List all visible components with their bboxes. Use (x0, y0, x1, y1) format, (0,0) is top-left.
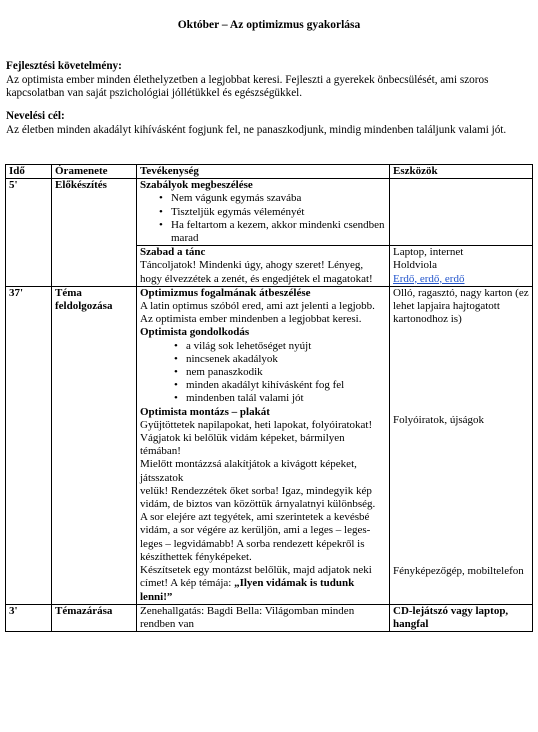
header-eszkozok: Eszközök (390, 165, 533, 179)
row2-eszkoz (390, 286, 533, 604)
optimizmus-text: A latin optimus szóból ered, ami azt jelenti a legjobb. Az optimista ember mindenben a legjobbat keresi. (140, 300, 375, 326)
row1-eszkoz-empty (390, 179, 533, 246)
nevelesi-label: Nevelési cél: (6, 110, 65, 122)
eszkoz-holdviola: Holdviola (393, 259, 437, 272)
montazs-text-6 (140, 564, 387, 604)
row1-ido: 5' (6, 179, 52, 287)
nevelesi-text: Az életben minden akadályt kihívásként fogjunk fel, ne panaszkodjunk, mindig mindenben találjunk valami jót. (6, 123, 507, 136)
montazs-text-4: velük! Rendezzétek őket sorba! Igaz, mindegyik kép vidám, de biztos van közöttük árnyalatnyi különbség. (140, 484, 376, 511)
rules-title: Szabályok megbeszélése (140, 179, 253, 192)
list-item: • Ha feltartom a kezem, akkor mindenki csendben marad (159, 219, 387, 245)
montazs-text-1: Gyűjtöttetek napilapokat, heti lapokat, folyóiratokat! (140, 418, 373, 431)
optimizmus-title: Optimizmus fogalmának átbeszélése (140, 286, 311, 299)
eszkoz-fenykepezo: Fényképezőgép, mobiltelefon (393, 564, 524, 577)
table-row (6, 604, 533, 631)
list-item: • minden akadályt kihívásként fog fel (174, 379, 387, 392)
spacer (393, 428, 530, 565)
montazs-text-3: Mielőtt montázzsá alakítjátok a kivágott képeket, játsszatok (140, 458, 357, 484)
row2-ido: 37' (6, 286, 52, 604)
montazs-quote: „Ilyen vidámak is tudunk lenni!” (140, 577, 355, 603)
gondolkodas-title: Optimista gondolkodás (140, 326, 250, 339)
eszkoz-ollo: Olló, ragasztó, nagy karton (ez lehet lapjaira hajtogatott kartonodhoz is) (393, 286, 529, 326)
list-item: • Tiszteljük egymás véleményét (159, 206, 387, 219)
list-item: • a világ sok lehetőséget nyújt (174, 340, 387, 353)
row1-tev-dance (137, 246, 390, 287)
header-tevekenyseg: Tevékenység (137, 165, 390, 179)
page-title: Október – Az optimizmus gyakorlása (177, 19, 361, 31)
row2-menet: Téma feldolgozása (52, 286, 137, 604)
row2-tev (137, 286, 390, 604)
row1-tev-rules (137, 179, 390, 246)
row1-menet: Előkészítés (52, 179, 137, 287)
row1-eszkoz (390, 246, 533, 287)
list-item: • mindenben talál valami jót (174, 392, 387, 405)
list-item: • Nem vágunk egymás szavába (159, 192, 387, 205)
table-header-row (6, 165, 533, 179)
nevelesi-section (6, 110, 532, 137)
header-oramenete: Óramenete (52, 165, 137, 179)
eszkoz-laptop: Laptop, internet (393, 246, 464, 259)
table-row (6, 286, 533, 604)
fejlesztesi-section (6, 60, 532, 101)
table-row (6, 179, 533, 246)
montazs-text-6-main: Készítsetek egy montázst belőlük, majd adjatok neki címet! A kép témája: (140, 564, 372, 590)
row3-menet: Témazárása (52, 604, 137, 631)
spacer (393, 326, 530, 414)
row3-eszkoz: CD-lejátszó vagy laptop, hangfal (390, 604, 533, 631)
row3-tev: Zenehallgatás: Bagdi Bella: Világomban minden rendben van (137, 604, 390, 631)
fejlesztesi-text: Az optimista ember minden élethelyzetben a legjobbat keresi. Fejleszti a gyerekek önbecsülését, ami szoros kapcsolatban van saját pszichológiai jóllétükkel és egészségükkel. (6, 73, 489, 99)
rules-list (140, 192, 387, 245)
montazs-title: Optimista montázs – plakát (140, 405, 270, 418)
header-ido: Idő (6, 165, 52, 179)
dance-title: Szabad a tánc (140, 246, 206, 259)
lesson-plan-table (5, 164, 533, 632)
gondolkodas-list (140, 340, 387, 406)
montazs-text-5: A sor elejére azt tegyétek, ami szerintetek a kevésbé vidám, a sor végére az kerüljön, ami a leges – leges- leges – legvidámabb! A sorba rendezett képekről is készíthettek fényképeket. (140, 511, 371, 563)
montazs-text-2: Vágjatok ki belőlük vidám képeket, bármilyen témában! (140, 432, 345, 458)
list-item: • nincsenek akadályok (174, 353, 387, 366)
dance-text: Táncoljatok! Mindenki úgy, ahogy szeret! Lényeg, hogy élvezzétek a zenét, és engedjétek el magatokat! (140, 259, 373, 285)
list-item: • nem panaszkodik (174, 366, 387, 379)
row3-ido: 3' (6, 604, 52, 631)
fejlesztesi-label: Fejlesztési követelmény: (6, 60, 122, 72)
song-link[interactable]: Erdő, erdő, erdő (393, 272, 465, 285)
eszkoz-folyoiratok: Folyóiratok, újságok (393, 414, 485, 427)
